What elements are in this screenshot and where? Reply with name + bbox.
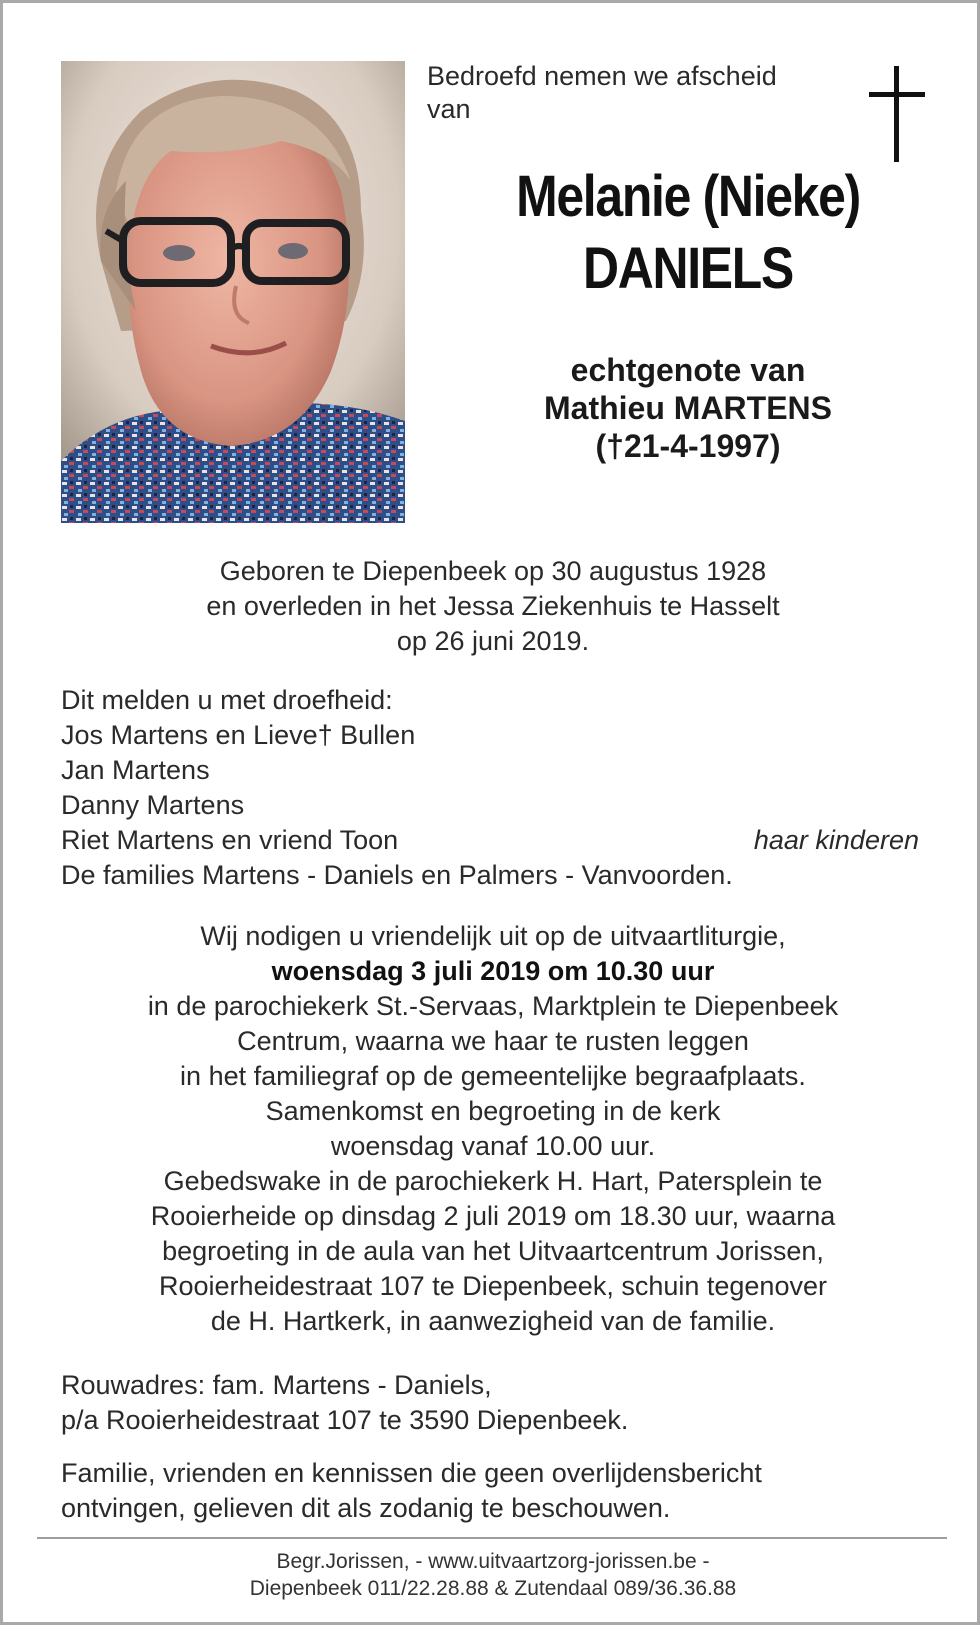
birth-death-info <box>43 554 943 659</box>
spouse-name: Mathieu MARTENS <box>544 390 832 426</box>
invitation-line: Rooierheide op dinsdag 2 juli 2019 om 18.30 uur, waarna <box>150 1201 836 1231</box>
invitation-line: Samenkomst en begroeting in de kerk <box>265 1096 721 1126</box>
spouse-info <box>443 351 933 465</box>
funeral-invitation <box>43 919 943 1339</box>
children-note: haar kinderen <box>753 825 919 855</box>
mourner-line: Riet Martens en vriend Toon <box>61 825 399 855</box>
intro-line: Bedroefd nemen we afscheid <box>427 61 777 91</box>
invitation-line: Gebedswake in de parochiekerk H. Hart, Patersplein te <box>163 1166 823 1196</box>
spouse-death-date: (†21-4-1997) <box>595 428 781 464</box>
mourner-line: Jan Martens <box>61 755 210 785</box>
spouse-line: echtgenote van <box>570 352 806 388</box>
intro-line: van <box>427 94 471 124</box>
invitation-line: woensdag vanaf 10.00 uur. <box>330 1131 656 1161</box>
intro-text <box>427 60 847 126</box>
mourner-line: Danny Martens <box>61 790 245 820</box>
mourner-line: Jos Martens en Lieve† Bullen <box>61 720 416 750</box>
birth-line: Geboren te Diepenbeek op 30 augustus 1928 <box>219 556 767 586</box>
deceased-surname: DANIELS <box>583 236 793 301</box>
invitation-line: Centrum, waarna we haar te rusten leggen <box>237 1026 749 1056</box>
mourner-line-with-note <box>61 823 931 858</box>
invitation-line: Rooierheidestraat 107 te Diepenbeek, schuin tegenover <box>159 1271 827 1301</box>
footer-line: Begr.Jorissen, - www.uitvaartzorg-jorissen.be - <box>276 1550 710 1573</box>
invitation-line: de H. Hartkerk, in aanwezigheid van de familie. <box>210 1306 776 1336</box>
footer <box>43 1548 943 1602</box>
closing-line: ontvingen, gelieven dit als zodanig te beschouwen. <box>61 1493 671 1523</box>
death-date-line: op 26 juni 2019. <box>396 626 590 656</box>
footer-divider <box>37 1537 947 1539</box>
mourners-heading: Dit melden u met droefheid: <box>61 685 393 715</box>
deceased-first-name: Melanie (Nieke) <box>516 164 860 229</box>
invitation-line: in de parochiekerk St.-Servaas, Marktplein te Diepenbeek <box>147 991 839 1021</box>
families-line: De families Martens - Daniels en Palmers - Vanvoorden. <box>61 860 733 890</box>
mourners-list <box>61 683 931 893</box>
footer-line: Diepenbeek 011/22.28.88 & Zutendaal 089/36.36.88 <box>249 1577 737 1600</box>
address-line: Rouwadres: fam. Martens - Daniels, <box>61 1370 492 1400</box>
invitation-line: Wij nodigen u vriendelijk uit op de uitvaartliturgie, <box>200 921 786 951</box>
closing-line: Familie, vrienden en kennissen die geen overlijdensbericht <box>61 1458 762 1488</box>
invitation-line: begroeting in de aula van het Uitvaartcentrum Jorissen, <box>162 1236 824 1266</box>
death-line: en overleden in het Jessa Ziekenhuis te Hasselt <box>206 591 780 621</box>
address-line: p/a Rooierheidestraat 107 te 3590 Diepenbeek. <box>61 1405 629 1435</box>
deceased-name <box>477 161 898 305</box>
cross-icon <box>869 66 925 162</box>
portrait-photo <box>61 61 405 523</box>
invitation-line: in het familiegraf op de gemeentelijke begraafplaats. <box>180 1061 806 1091</box>
funeral-date-time: woensdag 3 juli 2019 om 10.30 uur <box>271 956 715 986</box>
closing-note <box>61 1456 931 1526</box>
mourning-address <box>61 1368 931 1438</box>
